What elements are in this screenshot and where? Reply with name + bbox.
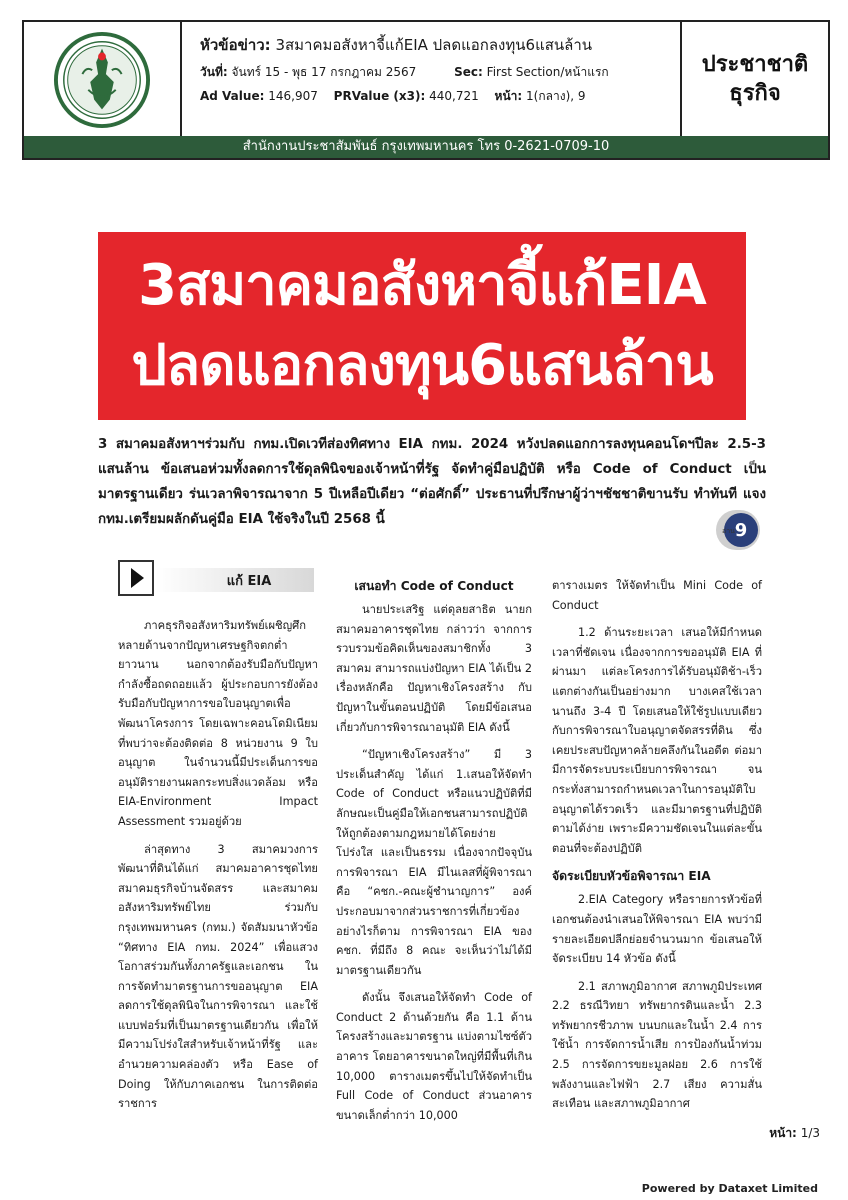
col2-paragraph: นายประเสริฐ แต่ดุลยสาธิต นายกสมาคมอาคารชุดไทย กล่าวว่า จากการรวบรวมข้อคิดเห็นของสมาชิกทั้ง 3 สมาคม สามารถแบ่งปัญหา EIA ได้เป็น 2 เรื่องหลักคือ ปัญหาเชิงโครงสร้าง กับปัญหาในขั้นตอนปฏิบัติ โดยมีข้อเสนอเกี่ยวกับการพิจารณาอนุมัติ EIA ดังนี้ <box>336 603 532 734</box>
headline-line-1: 3สมาคมอสังหาจี้แก้EIA <box>138 253 706 318</box>
continue-page-badge <box>716 510 760 550</box>
column-1 <box>118 616 318 1122</box>
powered-by: Powered by Dataxet Limited <box>641 1182 818 1195</box>
col1-paragraph: ภาคธุรกิจอสังหาริมทรัพย์เผชิญศึกหลายด้านจากปัญหาเศรษฐกิจตกต่ำยาวนาน นอกจากต้องรับมือกับปัญหากำลังซื้อถดถอยแล้ว ผู้ประกอบการยังต้องรับมือกับปัญหาการขอใบอนุญาตเพื่อพัฒนาโครงการ โดยเฉพาะคอนโดมิเนียมที่พบว่าจะต้องติดต่อ 8 หน่วยงาน 9 ใบอนุญาต ในจำนวนนี้มีประเด็นการขออนุมัติรายงานผลกระทบสิ่งแวดล้อม หรือ EIA-Environment Impact Assessment รวมอยู่ด้วย <box>118 619 318 828</box>
col3-heading: จัดระเบียบหัวข้อพิจารณา EIA <box>552 869 711 884</box>
pr-label: PRValue (x3): <box>333 89 426 103</box>
section-tag-label: แก้ EIA <box>156 568 314 592</box>
pr-value: 440,721 <box>429 89 479 103</box>
clipping-info <box>182 22 682 138</box>
col2-paragraph: “ปัญหาเชิงโครงสร้าง” มี 3 ประเด็นสำคัญ ได้แก่ 1.เสนอให้จัดทำ Code of Conduct หรือแนวปฏิบัติที่มีลักษณะเป็นคู่มือให้เอกชนสามารถปฏิบัติให้ถูกต้องตามกฎหมายได้โดยง่าย โปร่งใส และเป็นธรรม เนื่องจากปัจจุบันการพิจารณา EIA มีไนเลสที่ผู้พิจารณา คือ “คชก.-คณะผู้ชำนาญการ” องค์ประกอบมาจากส่วนราชการที่เกี่ยวข้อง อย่างไรก็ตาม การพิจารณา EIA ของ คชก. ที่มีถึง 8 คณะ จะเห็นว่าไม่ได้มีมาตรฐานเดียวกัน <box>336 748 532 977</box>
date-value: จันทร์ 15 - พุธ 17 กรกฎาคม 2567 <box>231 65 417 79</box>
sec-label: Sec: <box>454 65 483 79</box>
bangkok-seal-icon <box>53 31 151 129</box>
section-field <box>454 62 609 82</box>
continue-page-number: 9 <box>724 513 758 547</box>
col3-paragraph: 2.1 สภาพภูมิอากาศ สภาพภูมิประเทศ 2.2 ธรณีวิทยา ทรัพยากรดินและน้ำ 2.3 ทรัพยากรชีวภาพ บนบกและในน้ำ 2.4 การใช้น้ำ การจัดการน้ำเสีย การป้องกันน้ำท่วม 2.5 การจัดการขยะมูลฝอย 2.6 การใช้พลังงานและไฟฟ้า 2.7 เสียง ความสั่นสะเทือน และสภาพภูมิอากาศ <box>552 979 762 1111</box>
headline-banner <box>98 232 746 420</box>
col3-paragraph: 1.2 ด้านระยะเวลา เสนอให้มีกำหนดเวลาที่ชัดเจน เนื่องจากการขออนุมัติ EIA ที่ผ่านมา แต่ละโครงการได้รับอนุมัติช้า-เร็วแตกต่างกันเป็นอย่างมาก บางเคสใช้เวลานานถึง 3-4 ปี โดยเสนอให้ใช้รูปแบบเดียวกับการพิจารณาใบอนุญาตจัดสรรที่ดิน ซึ่งเคยประสบปัญหาคล้ายคลึงกันในอดีต ต่อมามีการจัดระบบระเบียบการพิจารณา จนกระทั่งสามารถกำหนดเวลาในการอนุมัติใบอนุญาตได้รวดเร็ว และมีมาตรฐานที่ปฏิบัติตามได้ง่าย เพราะมีความชัดเจนในแต่ละขั้นตอนที่จะต้องปฏิบัติ <box>552 626 762 855</box>
date-label: วันที่: <box>200 65 228 79</box>
page-indicator-value: 1/3 <box>800 1126 820 1140</box>
lede-paragraph: 3 สมาคมอสังหาฯร่วมกับ กทม.เปิดเวทีส่องทิศทาง EIA กทม. 2024 หวังปลดแอกการลงทุนคอนโดฯปีละ 2.5-3 แสนล้าน ข้อเสนอห่วมทั้งลดการใช้ดุลพินิจของเจ้าหน้าที่รัฐ จัดทำคู่มือปฏิบัติ หรือ Code of Conduct เป็นมาตรฐานเดียว ร่นเวลาพิจารณาจาก 5 ปีเหลือปีเดียว “ต่อศักดิ์” ประธานที่ปรึกษาผู้ว่าฯชัชชาติขานรับ ทำทันที แจง กทม.เตรียมผลักดันคู่มือ EIA ใช้จริงในปี 2568 นี้ <box>98 437 766 527</box>
logo-cell <box>24 22 182 138</box>
section-tag <box>118 560 314 600</box>
page-field <box>495 86 586 106</box>
col3-paragraph: ตารางเมตร ให้จัดทำเป็น Mini Code of Conduct <box>552 579 762 612</box>
page-label: หน้า: <box>494 89 523 103</box>
headline-line-2: ปลดแอกลงทุน6แสนล้าน <box>131 333 713 398</box>
column-2 <box>336 576 532 1133</box>
office-bar: สำนักงานประชาสัมพันธ์ กรุงเทพมหานคร โทร 0-2621-0709-10 <box>24 136 828 158</box>
pr-field <box>334 86 479 106</box>
col1-paragraph: ล่าสุดทาง 3 สมาคมวงการพัฒนาที่ดินได้แก่ สมาคมอาคารชุดไทย สมาคมธุรกิจบ้านจัดสรร และสมาคมอสังหาริมทรัพย์ไทย ร่วมกับกรุงเทพมหานคร (กทม.) จัดสัมมนาหัวข้อ “ทิศทาง EIA กทม. 2024” เพื่อแสวงโอกาสร่วมกันทั้งภาครัฐและเอกชน ในการจัดทำมาตรฐานการขออนุญาต EIA ลดการใช้ดุลพินิจในการพิจารณา และใช้แบบฟอร์มที่เป็นมาตรฐานเดียวกัน เพื่อให้มีความโปร่งใสสำหรับเจ้าหน้าที่รัฐ และอำนวยความคล่องตัว หรือ Ease of Doing ให้กับภาคเอกชน ในการติดต่อราชการ <box>118 842 318 1111</box>
play-triangle-icon <box>118 560 154 596</box>
col2-paragraph: ดังนั้น จึงเสนอให้จัดทำ Code of Conduct 2 ด้านด้วยกัน คือ 1.1 ด้านโครงสร้างและมาตรฐาน แบ่งตามไซซ์ตัวอาคาร โดยอาคารขนาดใหญ่ที่มีพื้นที่เกิน 10,000 ตารางเมตรขึ้นไปให้จัดทำเป็น Full Code of Conduct ส่วนอาคารขนาดเล็กต่ำกว่า 10,000 <box>336 991 532 1122</box>
page-indicator-label: หน้า: <box>769 1126 797 1140</box>
col2-heading: เสนอทำ Code of Conduct <box>354 579 514 593</box>
publication-name: ประชาชาติ ธุรกิจ <box>701 52 809 106</box>
column-3 <box>552 576 762 1122</box>
col3-paragraph: 2.EIA Category หรือรายการหัวข้อที่เอกชนต้องนำเสนอให้พิจารณา EIA พบว่ามีรายละเอียดปลีกย่อยจำนวนมาก ข้อเสนอให้จัดระเบียบ 14 หัวข้อ ดังนี้ <box>552 893 762 966</box>
sec-value: First Section/หน้าแรก <box>486 65 609 79</box>
headline-row <box>200 34 680 56</box>
page-value: 1(กลาง), 9 <box>526 89 586 103</box>
title-label: หัวข้อข่าว: <box>200 36 271 54</box>
clipping-header <box>22 20 830 160</box>
date-row <box>200 62 680 82</box>
continue-tiny-label: อ่าน <box>722 527 735 535</box>
publication-cell <box>682 22 828 138</box>
value-row <box>200 86 680 106</box>
ad-value: 146,907 <box>268 89 318 103</box>
ad-label: Ad Value: <box>200 89 265 103</box>
page-indicator <box>769 1124 820 1143</box>
title-value: 3สมาคมอสังหาจี้แก้EIA ปลดแอกลงทุน6แสนล้าน <box>275 36 593 54</box>
